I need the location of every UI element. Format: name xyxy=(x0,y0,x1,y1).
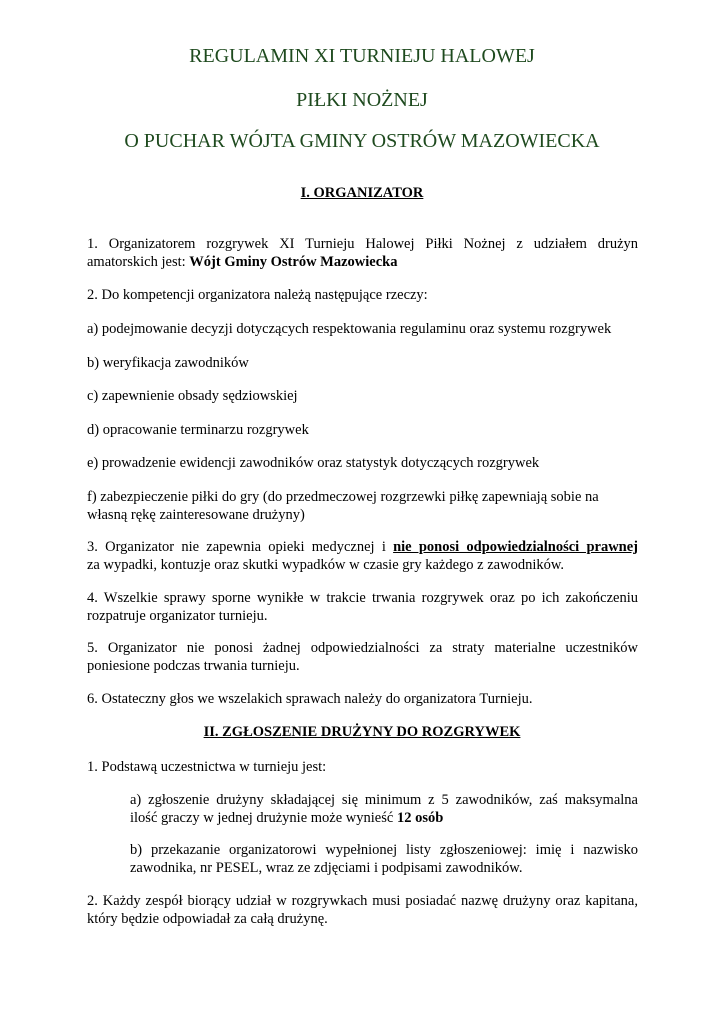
paragraph-text: 3. Organizator nie zapewnia opieki medycznej i xyxy=(87,539,394,555)
section-2-heading: II. ZGŁOSZENIE DRUŻYNY DO ROZGRYWEK xyxy=(203,724,521,740)
paragraph-line: poniesione podczas trwania turnieju. xyxy=(87,658,300,674)
paragraph-line: 4. Wszelkie sprawy sporne wynikłe w trakcie trwania rozgrywek oraz po ich zakończeniu xyxy=(87,590,638,606)
section-1-paragraph-1 xyxy=(87,235,638,271)
section-2-paragraph-2 xyxy=(87,892,638,928)
max-players: 12 osób xyxy=(396,810,444,826)
section-1-paragraph-2: 2. Do kompetencji organizatora należą następujące rzeczy: xyxy=(87,287,428,303)
paragraph-line xyxy=(87,253,638,271)
paragraph-line: rozpatruje organizator turnieju. xyxy=(87,608,268,624)
paragraph-line: za wypadki, kontuzje oraz skutki wypadków w czasie gry każdego z zawodników. xyxy=(87,557,564,573)
paragraph-line xyxy=(130,809,638,827)
competence-item-c: c) zapewnienie obsady sędziowskiej xyxy=(87,388,298,404)
section-2-paragraph-1: 1. Podstawą uczestnictwa w turnieju jest: xyxy=(87,759,327,775)
competence-item-a: a) podejmowanie decyzji dotyczących respektowania regulaminu oraz systemu rozgrywek xyxy=(87,321,612,337)
paragraph-text: amatorskich jest: xyxy=(87,254,190,270)
section-1-heading: I. ORGANIZATOR xyxy=(300,185,424,201)
competence-item-d: d) opracowanie terminarzu rozgrywek xyxy=(87,422,309,438)
paragraph-line: 2. Każdy zespół biorący udział w rozgrywkach musi posiadać nazwę drużyny oraz kapitana, xyxy=(87,893,638,909)
paragraph-line xyxy=(87,538,638,556)
liability-disclaimer: nie ponosi odpowiedzialności prawnej xyxy=(393,539,638,555)
competence-item-b: b) weryfikacja zawodników xyxy=(87,355,249,371)
paragraph-line: własną rękę zainteresowane drużyny) xyxy=(87,507,305,523)
paragraph-line: b) przekazanie organizatorowi wypełnionej listy zgłoszeniowej: imię i nazwisko xyxy=(130,842,638,858)
paragraph-line: zawodnika, nr PESEL, wraz ze zdjęciami i podpisami zawodników. xyxy=(130,860,523,876)
document-title-line-3: O PUCHAR WÓJTA GMINY OSTRÓW MAZOWIECKA xyxy=(124,130,600,152)
paragraph-line: f) zabezpieczenie piłki do gry (do przedmeczowej rozgrzewki piłkę zapewniają sobie na xyxy=(87,489,599,505)
competence-item-e: e) prowadzenie ewidencji zawodników oraz statystyk dotyczących rozgrywek xyxy=(87,455,540,471)
document-title-line-2: PIŁKI NOŻNEJ xyxy=(296,89,428,111)
document-title-line-1: REGULAMIN XI TURNIEJU HALOWEJ xyxy=(189,45,535,67)
paragraph-line: 5. Organizator nie ponosi żadnej odpowiedzialności za straty materialne uczestników xyxy=(87,640,638,656)
section-1-paragraph-3 xyxy=(87,538,638,574)
paragraph-line: 1. Organizatorem rozgrywek XI Turnieju Halowej Piłki Nożnej z udziałem drużyn xyxy=(87,236,638,252)
section-1-paragraph-4 xyxy=(87,589,638,625)
organizer-name: Wójt Gminy Ostrów Mazowiecka xyxy=(189,254,398,270)
paragraph-text: ilość graczy w jednej drużynie może wynieść xyxy=(130,810,397,826)
paragraph-line: który będzie odpowiadał za całą drużynę. xyxy=(87,911,328,927)
section-1-paragraph-5 xyxy=(87,639,638,675)
section-1-paragraph-6: 6. Ostateczny głos we wszelakich sprawach należy do organizatora Turnieju. xyxy=(87,691,533,707)
requirement-item-b xyxy=(130,841,638,877)
competence-item-f xyxy=(87,488,638,524)
requirement-item-a xyxy=(130,791,638,827)
paragraph-line: a) zgłoszenie drużyny składającej się minimum z 5 zawodników, zaś maksymalna xyxy=(130,792,638,808)
